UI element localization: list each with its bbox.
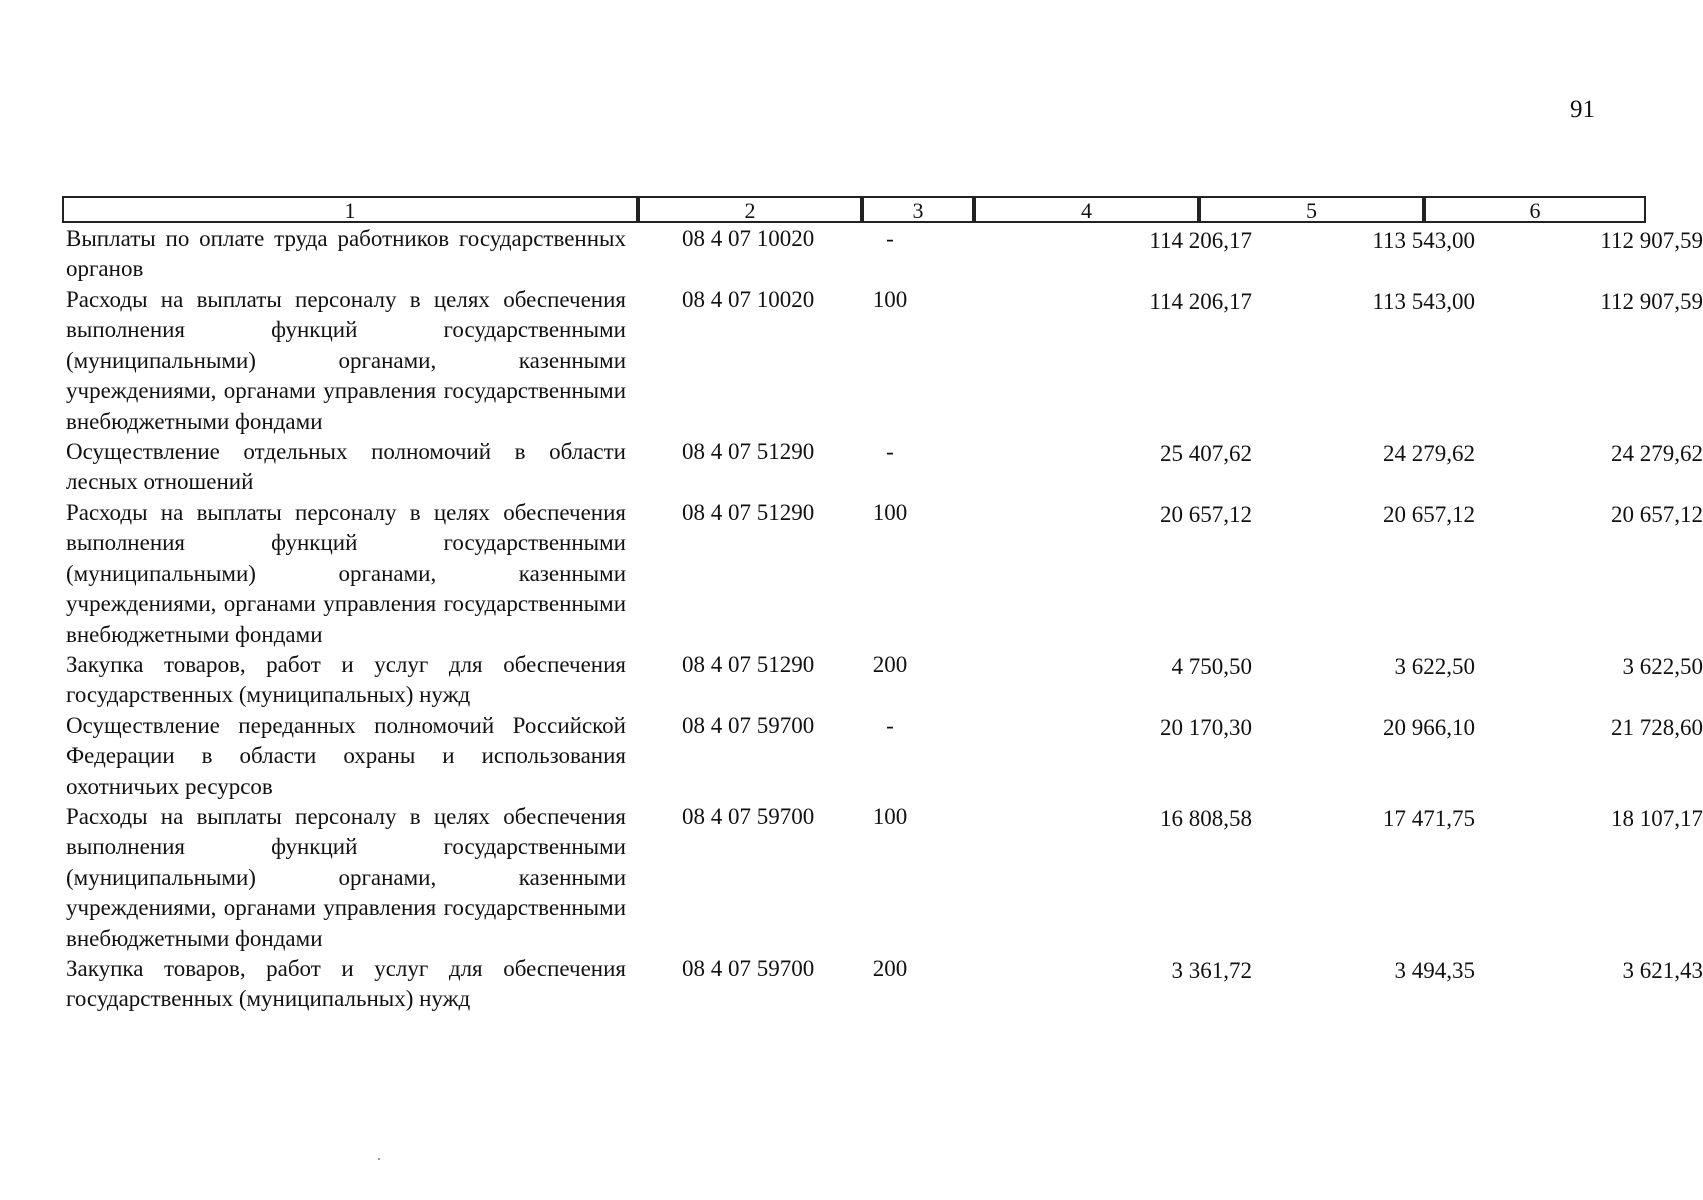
row-amount-col4: 114 206,17 [1149,228,1252,253]
row-amount-col6: 112 907,59 [1600,289,1703,314]
row-amount-col5: 24 279,62 [1383,441,1475,466]
table-header [62,196,1646,225]
row-description: Закупка товаров, работ и услуг для обеспечения государственных (муниципальных) нужд [66,956,626,1012]
row-expense-type: 200 [872,652,908,677]
table-row [62,650,1703,711]
table-body [62,224,1703,1015]
row-expense-type: - [886,713,894,738]
row-amount-col6: 3 622,50 [1622,654,1703,679]
row-description: Закупка товаров, работ и услуг для обеспечения государственных (муниципальных) нужд [66,652,626,708]
row-expense-type: 100 [872,500,908,525]
header-col-2: 2 [638,196,862,223]
row-code: 08 4 07 59700 [682,804,815,829]
header-col-4: 4 [974,196,1199,223]
row-description: Расходы на выплаты персоналу в целях обеспечения выполнения функций государственными (муниципальными) органами, казенными учреждениями, органами управления государственными внебюджетными фондами [66,804,626,951]
table-row [62,224,1703,285]
scan-speck [378,1158,380,1160]
row-expense-type: 200 [872,956,908,981]
row-amount-col5: 113 543,00 [1372,228,1475,253]
row-description: Расходы на выплаты персоналу в целях обеспечения выполнения функций государственными (муниципальными) органами, казенными учреждениями, органами управления государственными внебюджетными фондами [66,500,626,647]
row-code: 08 4 07 10020 [682,287,815,312]
row-expense-type: 100 [872,287,908,312]
table-row [62,437,1703,498]
row-code: 08 4 07 59700 [682,956,815,981]
row-amount-col4: 20 657,12 [1160,502,1252,527]
row-description: Расходы на выплаты персоналу в целях обеспечения выполнения функций государственными (муниципальными) органами, казенными учреждениями, органами управления государственными внебюджетными фондами [66,287,626,434]
header-col-1: 1 [62,196,638,223]
row-code: 08 4 07 51290 [682,652,815,677]
page-number: 91 [1570,96,1595,123]
row-amount-col6: 3 621,43 [1622,958,1703,983]
table-row [62,954,1703,1015]
row-description: Осуществление отдельных полномочий в области лесных отношений [66,439,626,495]
row-amount-col6: 21 728,60 [1611,715,1703,740]
row-code: 08 4 07 51290 [682,439,815,464]
row-amount-col6: 24 279,62 [1611,441,1703,466]
row-amount-col5: 113 543,00 [1372,289,1475,314]
row-amount-col4: 4 750,50 [1171,654,1252,679]
table-row [62,498,1703,650]
row-expense-type: 100 [872,804,908,829]
row-amount-col5: 3 622,50 [1394,654,1475,679]
row-amount-col5: 20 657,12 [1383,502,1475,527]
row-description: Выплаты по оплате труда работников государственных органов [66,226,626,282]
table-row [62,711,1703,802]
row-expense-type: - [886,439,894,464]
row-amount-col4: 3 361,72 [1171,958,1252,983]
row-code: 08 4 07 59700 [682,713,815,738]
row-expense-type: - [886,226,894,251]
row-amount-col5: 20 966,10 [1383,715,1475,740]
row-code: 08 4 07 10020 [682,226,815,251]
row-amount-col5: 17 471,75 [1383,806,1475,831]
row-amount-col5: 3 494,35 [1394,958,1475,983]
header-col-6: 6 [1424,196,1646,223]
row-amount-col6: 18 107,17 [1611,806,1703,831]
row-amount-col6: 112 907,59 [1600,228,1703,253]
row-description: Осуществление переданных полномочий Российской Федерации в области охраны и использования охотничьих ресурсов [66,713,626,799]
row-code: 08 4 07 51290 [682,500,815,525]
row-amount-col4: 20 170,30 [1160,715,1252,740]
row-amount-col4: 25 407,62 [1160,441,1252,466]
table-row [62,285,1703,437]
row-amount-col6: 20 657,12 [1611,502,1703,527]
header-col-5: 5 [1199,196,1424,223]
table-row [62,802,1703,954]
row-amount-col4: 16 808,58 [1160,806,1252,831]
header-col-3: 3 [862,196,974,223]
row-amount-col4: 114 206,17 [1149,289,1252,314]
